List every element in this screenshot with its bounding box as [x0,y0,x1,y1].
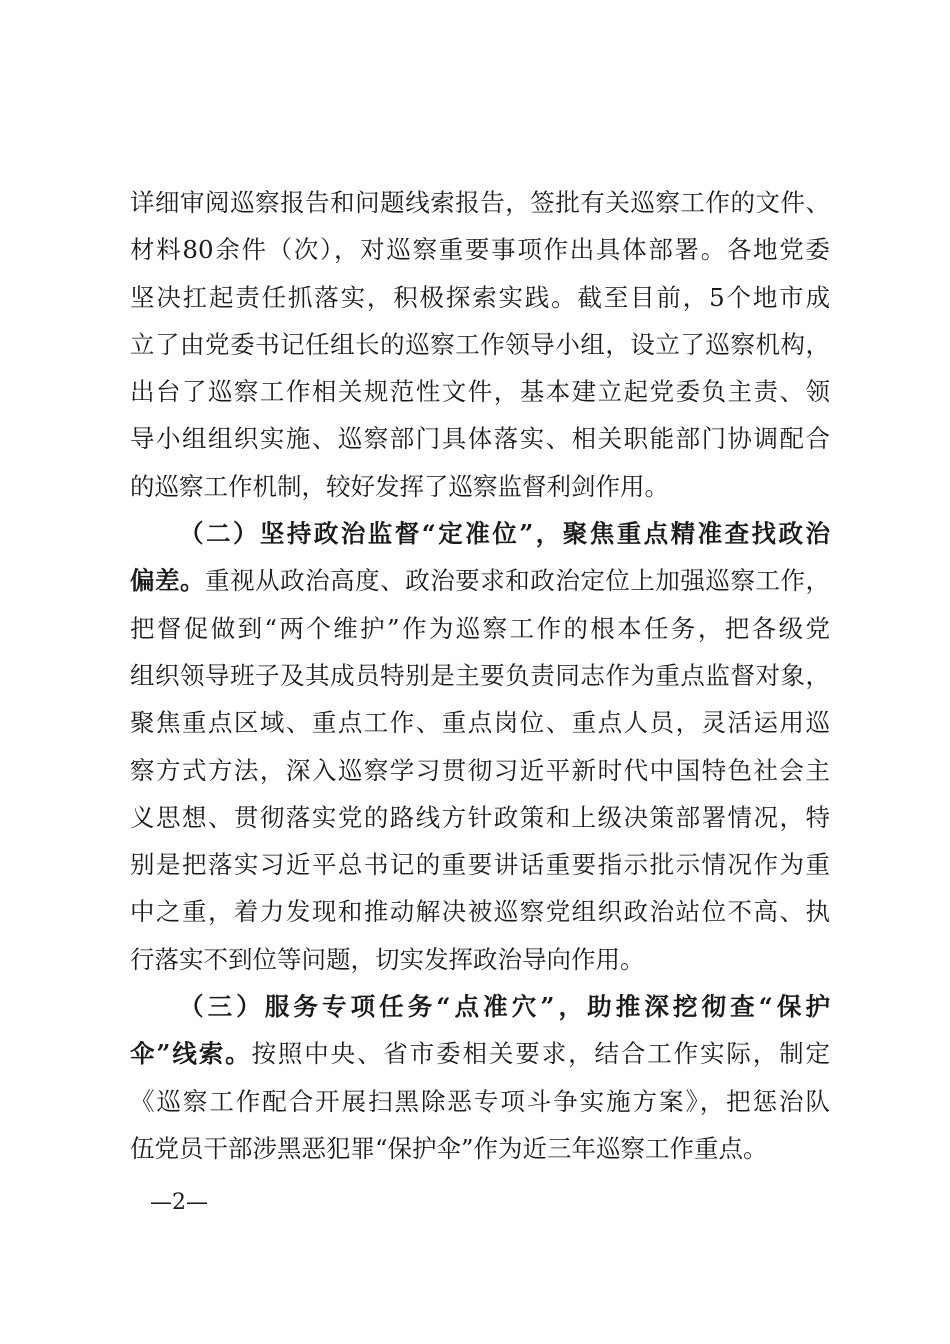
text-line: 导小组组织实施、巡察部门具体落实、相关职能部门协调配合 [130,424,830,454]
paragraph-1 [130,179,830,510]
paragraph-3 [130,983,830,1172]
text-line: 察方式方法，深入巡察学习贯彻习近平新时代中国特色社会主 [130,755,830,785]
heading-text: （二）坚持政治监督“定准位”，聚焦重点精准查找政治 [179,519,830,549]
heading-text: 偏差。 [130,566,206,596]
heading-text: （三）服务专项任务“点准穴”，助推深挖彻查“保护 [179,992,830,1022]
text-line: 聚焦重点区域、重点工作、重点岗位、重点人员，灵活运用巡 [130,708,830,738]
section-heading-3 [130,983,830,1030]
text-line: 组织领导班子及其成员特别是主要负责同志作为重点监督对象， [130,660,830,690]
text-line: 别是把落实习近平总书记的重要讲话重要指示批示情况作为重 [130,850,830,880]
text-line: 中之重，着力发现和推动解决被巡察党组织政治站位不高、执 [130,897,830,927]
text-line: 行落实不到位等问题，切实发挥政治导向作用。 [130,944,645,974]
text-line: 的巡察工作机制，较好发挥了巡察监督利剑作用。 [130,471,669,501]
document-body [130,179,830,1172]
text-line: 《巡察工作配合开展扫黑除恶专项斗争实施方案》，把惩治队 [130,1086,830,1116]
text-line: 立了由党委书记任组长的巡察工作领导小组，设立了巡察机构， [130,329,830,359]
text-line: 偏差。重视从政治高度、政治要求和政治定位上加强巡察工作， [130,566,831,596]
text-line: 伞”线索。按照中央、省市委相关要求，结合工作实际，制定 [130,1039,830,1069]
text-line: 材料80余件（次），对巡察重要事项作出具体部署。各地党委 [130,235,830,265]
heading-text: 伞”线索。 [130,1039,252,1069]
text-line: 详细审阅巡察报告和问题线索报告，签批有关巡察工作的文件、 [130,188,830,217]
text-line: 坚决扛起责任抓落实，积极探索实践。截至目前，5个地市成 [130,282,830,312]
page-number: —2— [150,1190,208,1215]
text-line: 把督促做到“两个维护”作为巡察工作的根本任务，把各级党 [130,613,830,643]
paragraph-2 [130,510,830,983]
section-heading-2 [130,510,830,557]
text-line: 伍党员干部涉黑恶犯罪“保护伞”作为近三年巡察工作重点。 [130,1133,768,1163]
text-line: 出台了巡察工作相关规范性文件，基本建立起党委负主责、领 [130,377,830,407]
text-line: 义思想、贯彻落实党的路线方针政策和上级决策部署情况，特 [130,802,830,832]
